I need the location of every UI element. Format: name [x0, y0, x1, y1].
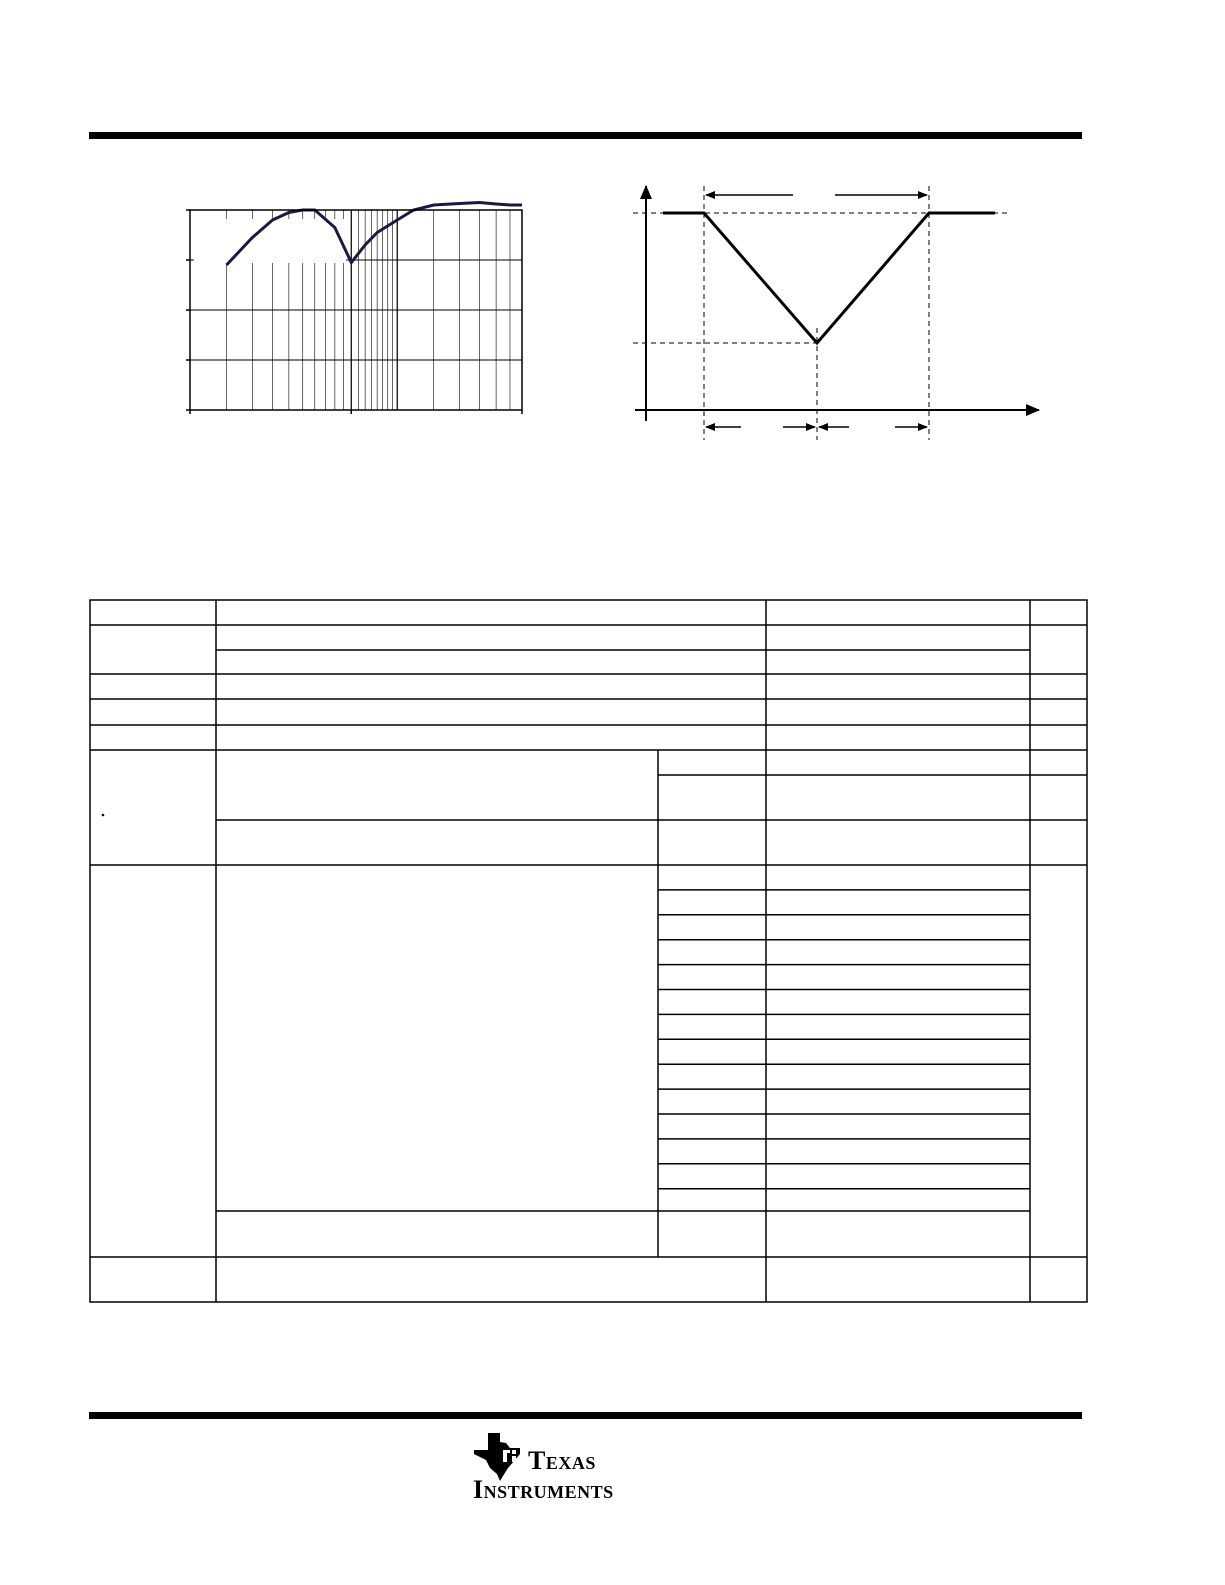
- chart-legend-box: [194, 219, 346, 263]
- diagram-profile-line: [663, 213, 995, 343]
- logo-word-texas: Texas: [528, 1446, 596, 1475]
- diagram-guides: [633, 186, 1010, 440]
- table-dot-mark: [102, 814, 105, 817]
- table-grid: [90, 600, 1087, 1302]
- table-subrows: [658, 890, 1030, 1189]
- footer-rule: [89, 1412, 1082, 1419]
- logo-word-instruments: Instruments: [473, 1475, 614, 1504]
- specification-table: [89, 599, 1091, 1307]
- table-frame: [90, 600, 1087, 1302]
- header-rule: [89, 132, 1082, 139]
- frequency-response-chart: [170, 195, 540, 425]
- texas-instruments-logo: [470, 1430, 685, 1505]
- v-profile-diagram: [625, 178, 1055, 463]
- chart-plot-area: [186, 203, 522, 415]
